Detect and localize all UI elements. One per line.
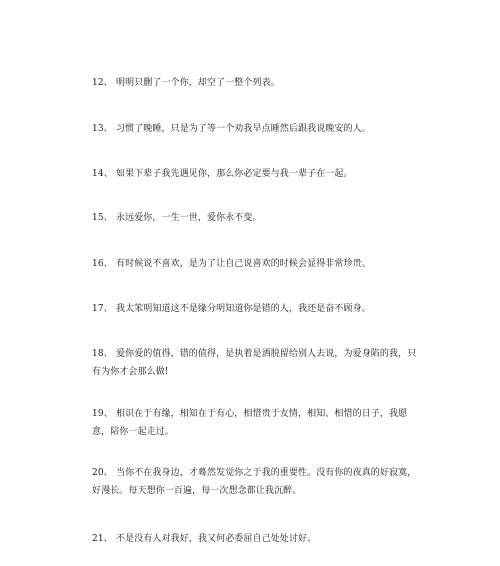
list-item xyxy=(92,405,422,441)
item-text: 相识在于有缘，相知在于有心，相惜贵于友情，相知、相惜的日子，我愿意，陪你一起走过。 xyxy=(92,409,408,437)
item-text: 当你不在我身边，才蓦然发觉你之于我的重要性。没有你的夜真的好寂寞，好漫长。每天想你一百遍，每一次想念都让我沉醉。 xyxy=(92,468,417,496)
item-number: 12、 xyxy=(92,78,113,88)
item-text: 明明只删了一个你，却空了一整个列表。 xyxy=(116,78,280,88)
item-number: 21、 xyxy=(92,534,113,544)
item-text: 我太笨明知道这不是缘分明知道你是错的人，我还是奋不顾身。 xyxy=(116,304,371,314)
item-text: 习惯了晚睡，只是为了等一个劝我早点睡然后跟我说晚安的人。 xyxy=(116,124,371,134)
item-text: 不是没有人对我好，我又何必委屈自己处处讨好。 xyxy=(116,534,317,544)
list-item xyxy=(92,120,422,138)
item-number: 13、 xyxy=(92,124,113,134)
list-item xyxy=(92,165,422,183)
item-number: 16、 xyxy=(92,259,113,269)
item-number: 15、 xyxy=(92,213,113,223)
list-item xyxy=(92,530,422,548)
item-text: 如果下辈子我先遇见你，那么你必定要与我一辈子在一起。 xyxy=(116,169,353,179)
item-number: 18、 xyxy=(92,349,113,359)
list-item xyxy=(92,209,422,227)
item-number: 20、 xyxy=(92,468,113,478)
item-text: 有时候说不喜欢，是为了让自己说喜欢的时候会显得非常珍贵。 xyxy=(116,259,371,269)
item-number: 17、 xyxy=(92,304,113,314)
item-text: 爱你爱的值得，错的值得，是执着是洒脱留给别人去说，为爱身陷的我，只有为你才会那么做! xyxy=(92,349,417,377)
item-number: 14、 xyxy=(92,169,113,179)
list-item xyxy=(92,464,422,500)
list-item xyxy=(92,255,422,273)
list-item xyxy=(92,345,422,381)
list-item xyxy=(92,74,422,92)
item-text: 永远爱你，一生一世，爱你永不变。 xyxy=(116,213,262,223)
item-number: 19、 xyxy=(92,409,113,419)
list-item xyxy=(92,300,422,318)
